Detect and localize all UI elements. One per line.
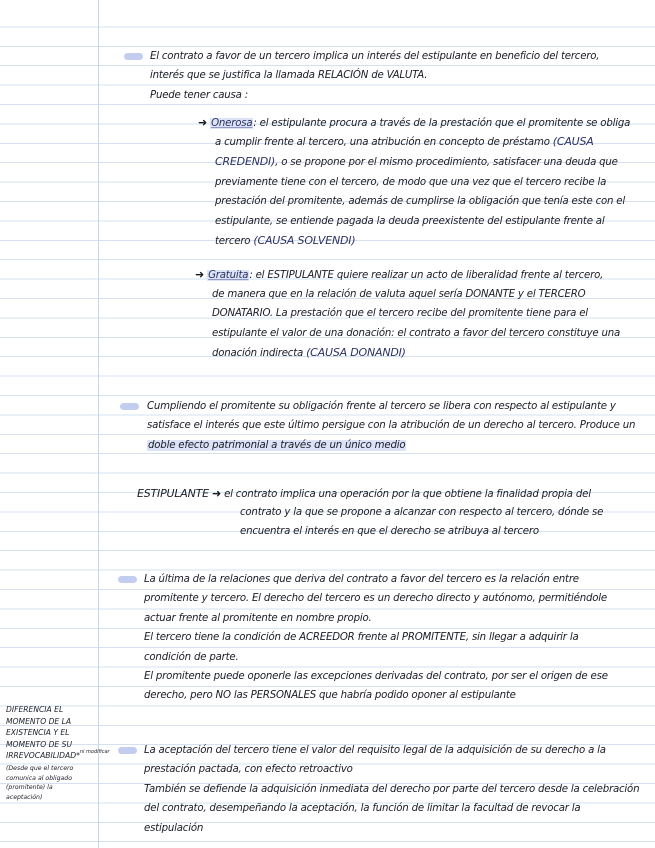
text-line: actuar frente al promitente en nombre propio. bbox=[144, 612, 372, 624]
section-doble-efecto bbox=[147, 397, 652, 455]
text-line: estipulante el valor de una donación: el contrato a favor del tercero constituye una bbox=[212, 327, 621, 339]
causa-solvendi: (CAUSA SOLVENDI) bbox=[253, 234, 356, 248]
text-line: , o se propone por el mismo procedimiento, satisfacer una deuda que bbox=[275, 157, 618, 169]
causa-credendi: (CAUSA CREDENDI) bbox=[215, 135, 594, 169]
text-line: tercero bbox=[215, 236, 251, 248]
bullet-highlight bbox=[120, 403, 139, 410]
text-line: del contrato, desempeñando la aceptación, la función de limitar la facultad de revocar la bbox=[144, 803, 581, 815]
text-line: La aceptación del tercero tiene el valor del requisito legal de la adquisición de su derecho a la bbox=[144, 745, 606, 756]
estipulante-body bbox=[240, 503, 650, 542]
gratuita-body bbox=[212, 285, 652, 364]
text-line: prestación del promitente, además de cumplirse la obligación que tenía este con el bbox=[215, 196, 626, 208]
side-note-line: aceptación) bbox=[6, 793, 43, 801]
text-line: Cumpliendo el promitente su obligación frente al tercero se libera con respecto al estipulante y bbox=[147, 401, 616, 412]
side-note-superscript: ni modificar bbox=[79, 749, 110, 756]
side-note-line: MOMENTO DE LA bbox=[6, 716, 72, 726]
side-note-line: MOMENTO DE SU bbox=[6, 739, 73, 749]
side-note-line: (Desde que el tercero bbox=[6, 764, 74, 772]
text-line: prestación pactada, con efecto retroactivo bbox=[144, 764, 353, 776]
onerosa-body bbox=[215, 132, 650, 251]
side-note-line: DIFERENCIA EL bbox=[6, 705, 64, 714]
section-relacion bbox=[144, 570, 652, 706]
text-line: Puede tener causa : bbox=[150, 89, 248, 101]
side-note-line: (promitente) la bbox=[6, 784, 53, 792]
doble-efecto-highlight: doble efecto patrimonial a través de un único medio bbox=[148, 439, 406, 451]
section-valuta bbox=[150, 47, 599, 105]
text-line: El promitente puede oponerle las excepciones derivadas del contrato, por ser el origen de ese bbox=[144, 671, 608, 683]
text-line: promitente y tercero. El derecho del tercero es un derecho directo y autónomo, permitiéndole bbox=[144, 593, 607, 605]
text-line: interés que se justifica la llamada RELACIÓN de VALUTA. bbox=[150, 70, 428, 82]
bullet-highlight bbox=[118, 576, 137, 583]
text-line: La última de la relaciones que deriva del contrato a favor del tercero es la relación entre bbox=[144, 574, 579, 585]
onerosa-block bbox=[198, 113, 648, 133]
side-note-line: EXISTENCIA Y EL bbox=[6, 728, 70, 738]
text-line: previamente tiene con el tercero, de modo que una vez que el tercero recibe la bbox=[215, 176, 607, 188]
gratuita-block bbox=[195, 265, 650, 285]
margin-line bbox=[98, 0, 99, 848]
bullet-highlight bbox=[118, 747, 137, 754]
section-aceptacion bbox=[144, 741, 652, 838]
text-line: : el estipulante procura a través de la prestación que el promitente se obliga bbox=[253, 118, 631, 129]
estipulante-label: ESTIPULANTE bbox=[137, 487, 209, 500]
text-line: DONATARIO. La prestación que el tercero recibe del promitente tiene para el bbox=[212, 308, 588, 320]
text-line: donación indirecta bbox=[212, 348, 304, 360]
text-line: El tercero tiene la condición de ACREEDOR frente al PROMITENTE, sin llegar a adquirir la bbox=[144, 632, 579, 644]
text-line: También se defiende la adquisición inmediata del derecho por parte del tercero desde la celebración bbox=[144, 783, 640, 795]
text-line: derecho, pero NO las PERSONALES que habría podido oponer al estipulante bbox=[144, 690, 516, 702]
arrow-right-icon: ➜ bbox=[211, 487, 222, 500]
text-line: El contrato a favor de un tercero implica un interés del estipulante en beneficio del tercero, bbox=[150, 51, 600, 62]
text-line: estipulación bbox=[144, 822, 204, 834]
arrow-right-icon: ➜ bbox=[195, 268, 205, 281]
text-line: encuentra el interés en que el derecho se atribuya al tercero bbox=[240, 526, 539, 538]
text-line: satisface el interés que este último persigue con la atribución de un derecho al tercero. Produce un bbox=[147, 420, 636, 432]
estipulante-block bbox=[137, 484, 652, 504]
text-line: : el ESTIPULANTE quiere realizar un acto de liberalidad frente al tercero, bbox=[249, 270, 604, 281]
text-line: condición de parte. bbox=[144, 651, 239, 663]
arrow-right-icon: ➜ bbox=[198, 116, 208, 129]
text-line: el contrato implica una operación por la que obtiene la finalidad propia del bbox=[224, 489, 591, 500]
text-line: de manera que en la relación de valuta aquel sería DONANTE y el TERCERO bbox=[212, 289, 586, 300]
text-line: estipulante, se entiende pagada la deuda preexistente del estipulante frente al bbox=[215, 215, 605, 227]
side-note-line: comunica al obligado bbox=[6, 774, 72, 782]
gratuita-label: Gratuita bbox=[208, 270, 249, 281]
onerosa-label: Onerosa bbox=[211, 118, 253, 129]
text-line: a cumplir frente al tercero, una atribución en concepto de préstamo bbox=[215, 137, 550, 148]
side-note-line: IRREVOCABILIDAD* bbox=[6, 751, 80, 761]
causa-donandi: (CAUSA DONANDI) bbox=[306, 346, 406, 360]
text-line: contrato y la que se propone a alcanzar con respecto al tercero, dónde se bbox=[240, 507, 604, 518]
side-note bbox=[6, 704, 110, 802]
bullet-highlight bbox=[124, 53, 143, 60]
